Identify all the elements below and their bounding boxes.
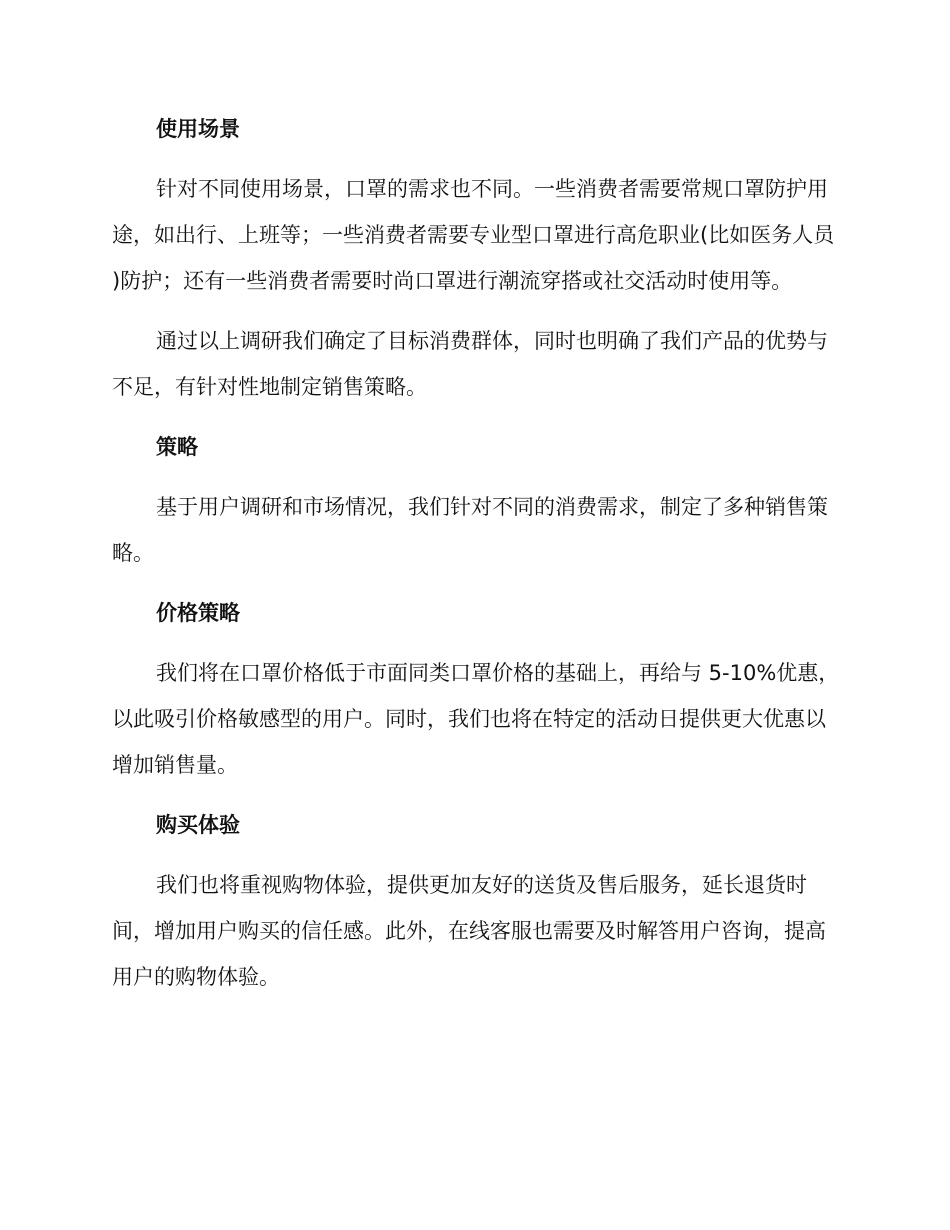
document-page xyxy=(112,106,840,1014)
paragraph-research-conclusion: 通过以上调研我们确定了目标消费群体，同时也明确了我们产品的优势与不足，有针对性地制定销售策略。 xyxy=(112,329,828,399)
paragraph-strategy: 基于用户调研和市场情况，我们针对不同的消费需求，制定了多种销售策略。 xyxy=(112,495,828,565)
section-heading-usage-scenarios: 使用场景 xyxy=(156,117,240,141)
paragraph-purchase-experience: 我们也将重视购物体验，提供更加友好的送货及售后服务，延长退货时间，增加用户购买的信任感。此外，在线客服也需要及时解答用户咨询，提高用户的购物体验。 xyxy=(112,873,826,989)
paragraph-pricing-strategy: 我们将在口罩价格低于市面同类口罩价格的基础上，再给与 5-10%优惠，以此吸引价格敏感型的用户。同时，我们也将在特定的活动日提供更大优惠以增加销售量。 xyxy=(112,661,840,777)
section-heading-pricing-strategy: 价格策略 xyxy=(156,601,240,625)
section-heading-purchase-experience: 购买体验 xyxy=(156,813,240,837)
paragraph-usage-scenarios: 针对不同使用场景，口罩的需求也不同。一些消费者需要常规口罩防护用途，如出行、上班等；一些消费者需要专业型口罩进行高危职业(比如医务人员 )防护；还有一些消费者需要时尚口罩进行潮流穿搭或社交活动时使用等。 xyxy=(112,177,835,293)
section-heading-strategy: 策略 xyxy=(156,435,198,459)
